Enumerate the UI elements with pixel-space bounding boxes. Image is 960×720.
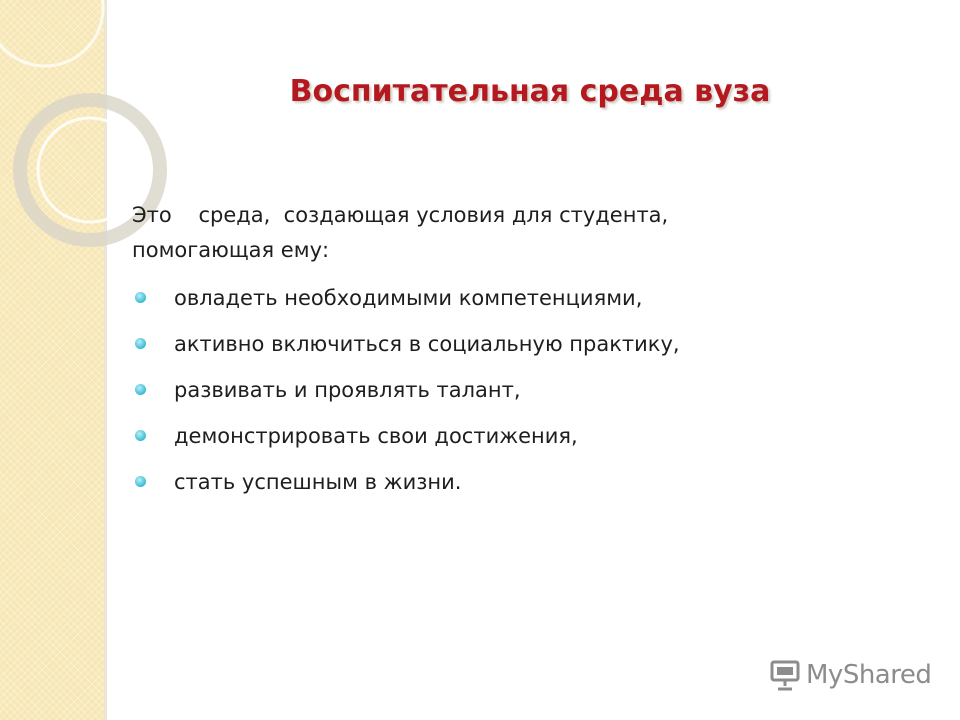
decorative-ring-middle-inner [38, 118, 142, 222]
bullet-item [132, 372, 680, 418]
intro-text [132, 198, 912, 268]
bullet-dot-icon [135, 430, 146, 441]
bullet-dot-icon [135, 384, 146, 395]
slide-title: Воспитательная среда вуза [289, 74, 771, 109]
intro-line-2: помогающая ему: [132, 238, 330, 262]
bullet-text: демонстрировать свои достижения, [174, 424, 578, 448]
bullet-item [132, 326, 680, 372]
presentation-board-icon [768, 658, 802, 692]
intro-line-1: Это среда, создающая условия для студента, [132, 203, 669, 227]
bullet-text: овладеть необходимыми компетенциями, [174, 286, 643, 310]
bullet-item [132, 418, 680, 464]
decorative-ring-top [0, 0, 103, 66]
myshared-watermark [768, 655, 931, 695]
bullet-text: развивать и проявлять талант, [174, 378, 521, 402]
bullet-item [132, 280, 680, 326]
bullet-text: стать успешным в жизни. [174, 470, 462, 494]
bullet-list [132, 280, 680, 510]
bullet-dot-icon [135, 292, 146, 303]
bullet-dot-icon [135, 338, 146, 349]
bullet-text: активно включиться в социальную практику, [174, 332, 680, 356]
watermark-text: MyShared [806, 660, 932, 690]
bullet-dot-icon [135, 476, 146, 487]
bullet-item [132, 464, 680, 510]
